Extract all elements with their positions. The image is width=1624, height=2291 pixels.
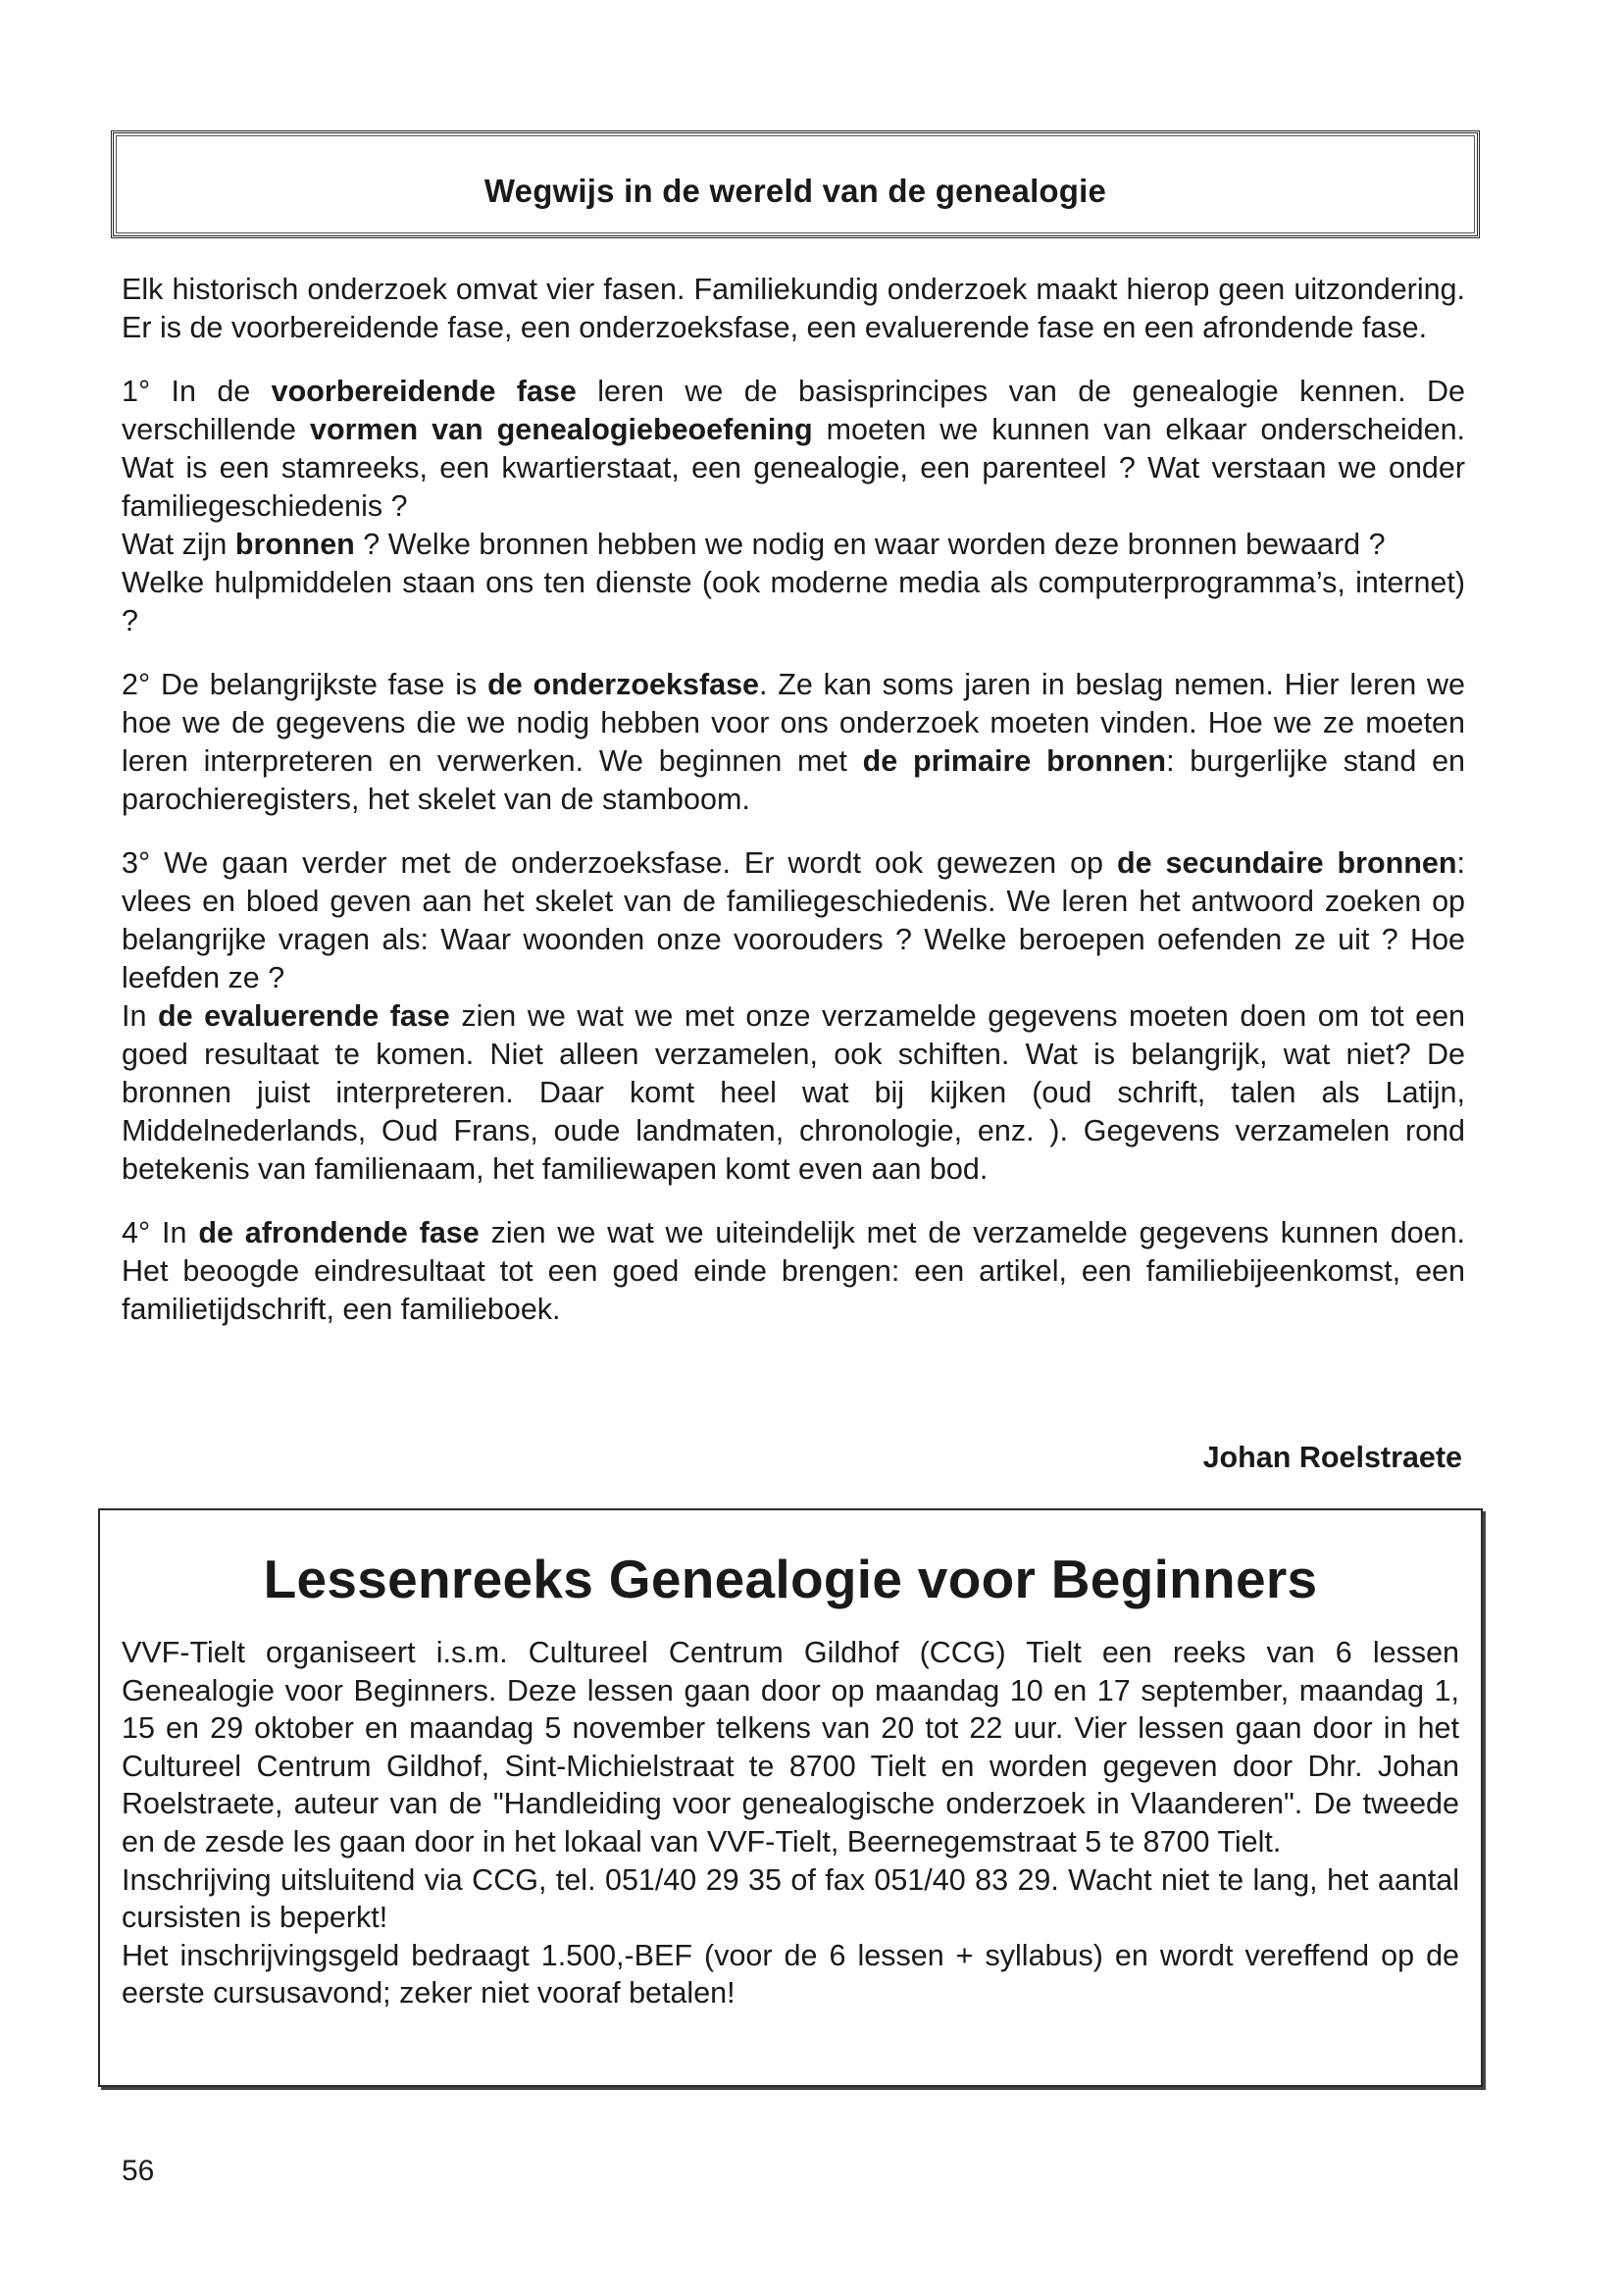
announcement-box — [98, 1508, 1483, 2087]
article-paragraph-phase-4 — [122, 1214, 1465, 1329]
announcement-paragraph: VVF-Tielt organiseert i.s.m. Cultureel Centrum Gildhof (CCG) Tielt een reeks van 6 lessen Genealogie voor Beginners. Deze lessen gaan door op maandag 10 en 17 september, maandag 1, 15 en 29 oktober en maandag 5 november telkens van 20 tot 22 uur. Vier lessen gaan door in het Cultureel Centrum Gildhof, Sint-Michielstraat te 8700 Tielt en worden gegeven door Dhr. Johan Roelstraete, auteur van de "Handleiding voor genealogische onderzoek in Vlaanderen". De tweede en de zesde les gaan door in het lokaal van VVF-Tielt, Beernegemstraat 5 te 8700 Tielt. — [122, 1636, 1459, 1858]
article-body — [122, 271, 1465, 1354]
bold-term: voorbereidende fase — [271, 375, 577, 408]
article-paragraph-phase-2 — [122, 666, 1465, 819]
bold-term: vormen van genealogiebeoefening — [309, 413, 813, 446]
text-run: : vlees en bloed geven aan het skelet van de familiegeschiedenis. We leren het antwoord zoeken op belangrijke vragen als: Waar woonden onze voorouders ? Welke beroepen oefenden ze uit ? Hoe leefden ze ? — [122, 846, 1465, 994]
article-paragraph-tools: Welke hulpmiddelen staan ons ten dienste (ook moderne media als computerprogramma’s, internet) ? — [122, 566, 1465, 637]
text-run: 2° De belangrijkste fase is — [122, 668, 488, 701]
bold-term: de secundaire bronnen — [1116, 846, 1457, 880]
bold-term: de onderzoeksfase — [487, 668, 759, 701]
bold-term: bronnen — [234, 528, 355, 561]
article-author: Johan Roelstraete — [1202, 1441, 1462, 1474]
text-run: 1° In de — [122, 375, 272, 408]
article-paragraph-phase-1 — [122, 373, 1465, 526]
bold-term: de afrondende fase — [198, 1216, 480, 1249]
article-paragraph-phase-3 — [122, 844, 1465, 997]
article-title-box — [111, 130, 1480, 238]
text-run: leren we de basisprincipes van de genealogie kennen. De verschillende — [122, 375, 1465, 446]
text-run: moeten we kunnen van elkaar onderscheiden. Wat is een stamreeks, een kwartierstaat, een genealogie, een parenteel ? Wat verstaan we onder familiegeschiedenis ? — [122, 413, 1466, 523]
text-run: Wat zijn — [122, 528, 235, 561]
text-run: ? Welke bronnen hebben we nodig en waar worden deze bronnen bewaard ? — [354, 528, 1386, 561]
bold-term: de primaire bronnen — [862, 744, 1167, 778]
article-title: Wegwijs in de wereld van de genealogie — [483, 173, 1107, 209]
text-run: zien we wat we uiteindelijk met de verzamelde gegevens kunnen doen. Het beoogde eindresultaat tot een goed einde brengen: een artikel, een familiebijeenkomst, een familietijdschrift, een familieboek. — [122, 1216, 1466, 1326]
announcement-paragraph: Inschrijving uitsluitend via CCG, tel. 051/40 29 35 of fax 051/40 83 29. Wacht niet te lang, het aantal cursisten is beperkt! — [122, 1862, 1459, 1935]
announcement-paragraph: Het inschrijvingsgeld bedraagt 1.500,-BEF (voor de 6 lessen + syllabus) en wordt vereffend op de eerste cursusavond; zeker niet vooraf betalen! — [122, 1938, 1459, 2011]
text-run: zien we wat we met onze verzamelde gegevens moeten doen om tot een goed resultaat te komen. Niet alleen verzamelen, ook schiften. Wat is belangrijk, wat niet? De bronnen juist interpreteren. Daar komt heel wat bij kijken (oud schrift, talen als Latijn, Middelnederlands, Oud Frans, oude landmaten, chronologie, enz. ). Gegevens verzamelen rond betekenis van familienaam, het familiewapen komt even aan bod. — [122, 999, 1465, 1186]
text-run: . Ze kan soms jaren in beslag nemen. Hier leren we hoe we de gegevens die we nodig hebben voor ons onderzoek moeten vinden. Hoe we ze moeten leren interpreteren en verwerken. We beginnen met — [122, 668, 1466, 778]
announcement-body — [122, 1634, 1459, 2012]
text-run: 3° We gaan verder met de onderzoeksfase. Er wordt ook gewezen op — [122, 846, 1117, 880]
page-number: 56 — [122, 2155, 155, 2187]
article-paragraph-evaluation — [122, 997, 1465, 1189]
text-run: In — [122, 999, 158, 1033]
text-run: : burgerlijke stand en parochieregisters, het skelet van de stamboom. — [122, 744, 1466, 816]
bold-term: de evaluerende fase — [158, 999, 450, 1033]
text-run: 4° In — [122, 1216, 199, 1249]
announcement-title: Lessenreeks Genealogie voor Beginners — [263, 1549, 1318, 1609]
article-intro-paragraph: Elk historisch onderzoek omvat vier fasen. Familiekundig onderzoek maakt hierop geen uitzondering. Er is de voorbereidende fase, een onderzoeksfase, een evaluerende fase en een afrondende fase. — [122, 273, 1465, 344]
article-paragraph-sources — [122, 526, 1465, 564]
